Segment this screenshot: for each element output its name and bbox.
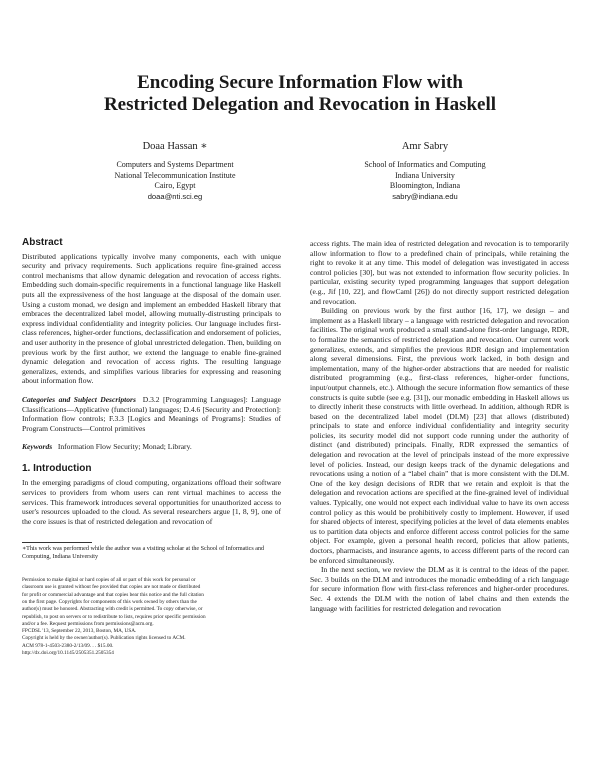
permission-line: author(s) must be honored. Abstracting with credit is permitted. To copy otherwise, or — [22, 606, 203, 613]
permission-line: for profit or commercial advantage and that copies bear this notice and the full citation — [22, 591, 204, 598]
categories-paragraph — [22, 395, 281, 433]
author-affiliation: National Telecommunication Institute — [114, 170, 236, 180]
footnote-rule — [22, 542, 92, 543]
author-location: Cairo, Egypt — [154, 181, 196, 190]
permission-line: on the first page. Copyrights for components of this work owned by others than the — [22, 598, 197, 605]
author-affiliation: Indiana University — [395, 170, 455, 180]
author-block-1 — [80, 140, 270, 202]
left-column — [22, 238, 281, 657]
permission-line: Permission to make digital or hard copies of all or part of this work for personal or — [22, 577, 196, 584]
paper-title — [0, 72, 600, 116]
categories-text: D.3.2 [Programming Languages]: Language Classifications—Applicative (functional) languages; D.4.6 [Security and Protection]: Information flow controls; F.3.3 [Logics and Meanings of Programs]: Studies of Program Constructs—Control primitives — [22, 394, 281, 433]
title-line-1: Encoding Secure Information Flow with — [137, 72, 463, 93]
author-email: doaa@nti.sci.eg — [147, 191, 203, 201]
permission-block — [22, 577, 281, 657]
right-column — [310, 239, 569, 613]
keywords-paragraph — [22, 442, 281, 452]
categories-label: Categories and Subject Descriptors — [22, 394, 136, 404]
author-affiliation: School of Informatics and Computing — [364, 160, 486, 169]
introduction-text: In the emerging paradigms of cloud computing, organizations offload their software services to providers from whom users can rent virtual machines to access the services. This framework introduces several opportunities for unauthorized access to user's resources uploaded to the cloud. As several researchers argue [1, 8, 9], one of the core issues is that of restricted delegation and revocation of — [22, 478, 281, 526]
author-email: sabry@indiana.edu — [392, 191, 458, 201]
keywords-label: Keywords — [22, 442, 53, 452]
author-affiliation: Computers and Systems Department — [116, 160, 234, 169]
doi-line: http://dx.doi.org/10.1145/2505351.2505354 — [22, 650, 114, 656]
keywords-text: Information Flow Security; Monad; Library. — [57, 442, 192, 452]
conference-line: FPCDSL '13, September 22, 2013, Boston, MA, USA. — [22, 628, 137, 635]
body-paragraph-1: access rights. The main idea of restricted delegation and revocation is to temporarily allow information to flow to a predefined chain of principals, while retaining the right to revoke it at any time. This model of delegation was investigated in access control policies [30], but was not extended to information flow security policies. In particular, existing security typed programming languages that support delegation (e.g., Jif [10, 22], and flowCaml [26]) do not directly support restricted delegation and revocation. — [310, 239, 569, 306]
isbn-line: ACM 978-1-4503-2380-2/13/09. . . $15.00. — [22, 642, 114, 649]
author-name: Amr Sabry — [401, 141, 449, 152]
title-line-2: Restricted Delegation and Revocation in Haskell — [103, 94, 497, 115]
permission-line: and/or a fee. Request permissions from permissions@acm.org. — [22, 620, 154, 627]
footnote-text: ∗This work was performed while the author was a visiting scholar at the School of Informatics and Computing, Indiana University — [22, 546, 265, 561]
copyright-line: Copyright is held by the owner/author(s). Publication rights licensed to ACM. — [22, 635, 186, 642]
author-name: Doaa Hassan ∗ — [142, 141, 208, 152]
footnote — [22, 542, 281, 562]
permission-line: republish, to post on servers or to redistribute to lists, requires prior specific permission — [22, 613, 206, 620]
abstract-text: Distributed applications typically involve many components, each with unique security and privacy requirements. Such applications require fine-grained access control mechanisms that allow dynamic delegation and revocation of access rights. Embedding such domain-specific requirements in a functional language like Haskell puts all the expressiveness of the host language at the disposal of the domain user. Using a custom monad, we design and implement an embedded Haskell library that embraces the decentralized label model, allowing mutually-distrusting principals to express individual confidentiality and integrity policies. Our language includes first-class references, higher-order functions, declassification and endorsement of policies, and user authority in the presence of global unrestricted delegation. Then, building on previous work by the first author, we extend the language to enable fine-grained dynamic delegation and revocation of access rights. The resulting language generalizes, extends, and simplifies various libraries for expressing and reasoning about information flow. — [22, 251, 281, 386]
abstract-heading: Abstract — [22, 237, 63, 248]
body-paragraph-2: Building on previous work by the first author [16, 17], we design – and implement as a Haskell library – a language with restricted delegation and revocation facilities. The original work produced a small stand-alone first-order language, RDR, to formalize the semantics of restricted delegation and revocation. Our current work generalizes, extends, and simplifies the previous RDR design and implementation along several dimensions. First, the previous work lacked, in both design and implementation, many of the higher-order abstractions that are needed for realistic distributed programming (e.g., first-class references, higher-order functions, input/output channels, etc.). Although the secure information flow semantics of these constructs is quite subtle (see e.g. [31]), our monadic embedding in Haskell allows us to directly inherit these constructs with little overhead. In addition, although RDR is based on the decentralized label model (DLM) [23] that allows (distributed) principals to state and enforce individual confidentiality and integrity security policies, its security model did not support code running under the authority of distinct (and distributed) principals. Finally, RDR expressed the semantics of delegation and revocation at the level of principals instead of the more expressive level of policies. Instead, our design keeps track of the dynamic delegations and revocations using a notion of a “label chain” that is more consistent with the DLM. One of the key design decisions of RDR that we retain and exploit is that the delegation and revocation actions are specified at the fine-grained level of individual values. Typically, one would not expect each individual value to have its own access control policy as this would be prohibitively costly to implement. However, if used for shared objects of interest, specifying policies at the level of data elements enables us to partition data objects and enforce different access control policies for the same object. For example, given a personal health record, policies that allow patients, doctors, pharmacists, and insurance agents, to access different parts of the record can be enforced simultaneously. — [310, 306, 569, 565]
introduction-heading: 1. Introduction — [22, 462, 92, 474]
permission-line: classroom use is granted without fee provided that copies are not made or distributed — [22, 584, 201, 591]
body-paragraph-3: In the next section, we review the DLM as it is central to the ideas of the paper. Sec. 3 builds on the DLM and introduces the monadic embedding of a rich language for secure information flow with first-class references and higher-order procedures. Sec. 4 extends the DLM with the notion of label chains and then extends the language with facilities for restricted delegation and revocation — [310, 565, 569, 613]
author-block-2 — [330, 140, 520, 202]
author-location: Bloomington, Indiana — [389, 181, 461, 190]
